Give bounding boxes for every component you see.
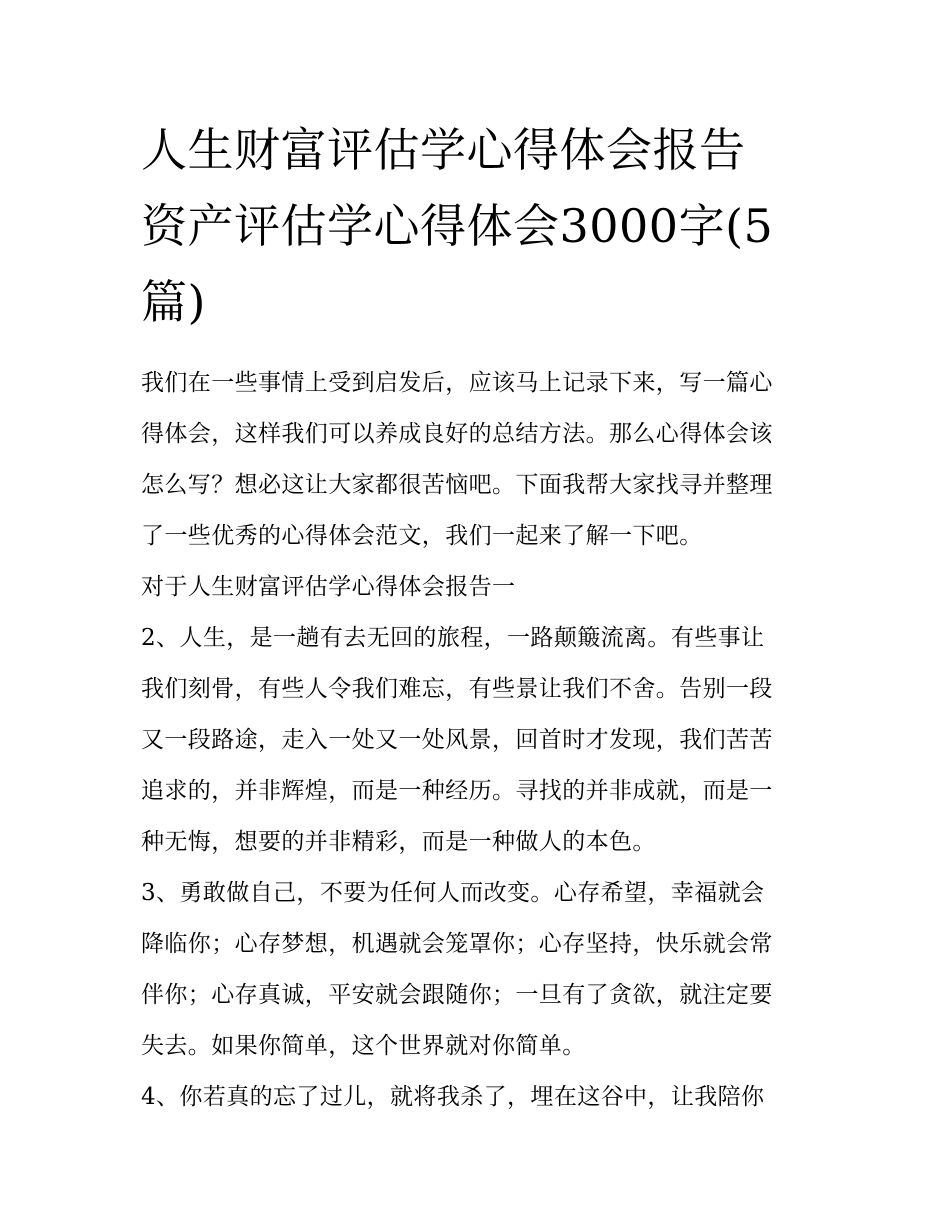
- item-3-line: 3、勇敢做自己，不要为任何人而改变。心存希望，幸福就会: [141, 880, 765, 906]
- item-3-line: 降临你；心存梦想，机遇就会笼罩你；心存坚持，快乐就会常: [141, 931, 773, 957]
- title-line-3: 篇): [141, 275, 206, 329]
- title-line-1: 人生财富评估学心得体会报告: [141, 123, 746, 177]
- item-2-line: 又一段路途，走入一处又一处风景，回首时才发现，我们苦苦: [141, 727, 773, 753]
- item-2-line: 追求的，并非辉煌，而是一种经历。寻找的并非成就，而是一: [141, 778, 773, 804]
- item-2-line: 种无悔，想要的并非精彩，而是一种做人的本色。: [141, 829, 656, 855]
- item-3-line: 失去。如果你简单，这个世界就对你简单。: [141, 1033, 586, 1059]
- intro-line: 了一些优秀的心得体会范文，我们一起来了解一下吧。: [141, 523, 703, 549]
- item-3-line: 伴你；心存真诚，平安就会跟随你；一旦有了贪欲，就注定要: [141, 982, 773, 1008]
- document-content: [141, 112, 813, 1123]
- section-heading: [141, 562, 813, 613]
- intro-paragraph: [141, 358, 813, 562]
- section-heading-text: 对于人生财富评估学心得体会报告一: [141, 574, 516, 600]
- item-2-line: 2、人生，是一趟有去无回的旅程，一路颠簸流离。有些事让: [141, 625, 765, 651]
- item-2-paragraph: [141, 613, 813, 868]
- item-4-paragraph: [141, 1072, 813, 1123]
- item-4-line: 4、你若真的忘了过儿，就将我杀了，埋在这谷中，让我陪你: [141, 1084, 765, 1110]
- document-title: [141, 112, 813, 340]
- item-3-paragraph: [141, 868, 813, 1072]
- item-2-line: 我们刻骨，有些人令我们难忘，有些景让我们不舍。告别一段: [141, 676, 773, 702]
- intro-line: 我们在一些事情上受到启发后，应该马上记录下来，写一篇心: [141, 370, 773, 396]
- intro-line: 得体会，这样我们可以养成良好的总结方法。那么心得体会该: [141, 421, 773, 447]
- intro-line: 怎么写？想必这让大家都很苦恼吧。下面我帮大家找寻并整理: [141, 472, 773, 498]
- title-line-2: 资产评估学心得体会3000字(5: [141, 199, 774, 253]
